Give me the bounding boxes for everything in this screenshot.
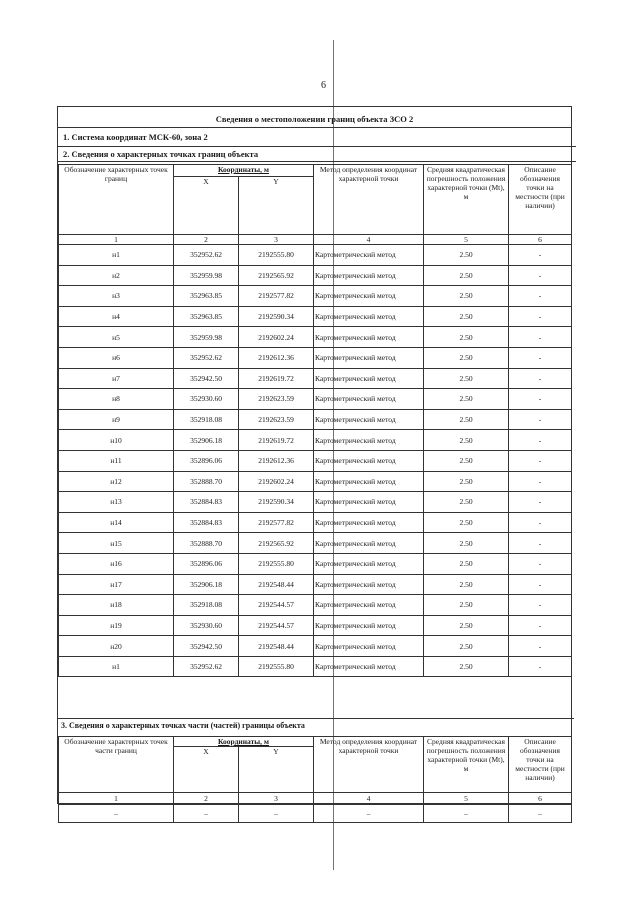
description-cell: - xyxy=(509,553,572,574)
method-cell: Картометрический метод xyxy=(314,595,424,616)
table-row xyxy=(59,430,572,451)
method-cell: Картометрический метод xyxy=(314,574,424,595)
y-cell: 2192623.59 xyxy=(239,389,314,410)
table-row xyxy=(59,368,572,389)
col-num: 2 xyxy=(174,793,239,805)
col-num: 1 xyxy=(59,235,174,245)
y-cell: 2192555.80 xyxy=(239,245,314,266)
method-cell: Картометрический метод xyxy=(314,430,424,451)
error-cell: 2.50 xyxy=(424,368,509,389)
point-cell: н3 xyxy=(59,286,174,307)
table-row xyxy=(59,245,572,266)
col-num: 4 xyxy=(314,235,424,245)
table-row xyxy=(59,636,572,657)
method-cell: Картометрический метод xyxy=(314,492,424,513)
header-method: Метод определения координат характерной точки xyxy=(314,165,424,235)
page-number: 6 xyxy=(321,80,326,91)
table-row xyxy=(59,327,572,348)
method-cell: Картометрический метод xyxy=(314,533,424,554)
error-cell: 2.50 xyxy=(424,574,509,595)
table-row xyxy=(59,389,572,410)
y-cell: 2192619.72 xyxy=(239,430,314,451)
description-cell: - xyxy=(509,245,572,266)
y-cell: 2192544.57 xyxy=(239,615,314,636)
description-cell: - xyxy=(509,347,572,368)
point-cell: н14 xyxy=(59,512,174,533)
table-row xyxy=(59,595,572,616)
point-cell: н2 xyxy=(59,265,174,286)
point-cell: н13 xyxy=(59,492,174,513)
col-num: 6 xyxy=(509,793,572,805)
y-cell: 2192623.59 xyxy=(239,409,314,430)
y-cell: 2192577.82 xyxy=(239,512,314,533)
error-cell: 2.50 xyxy=(424,306,509,327)
cell: – xyxy=(509,805,572,823)
y-cell: 2192602.24 xyxy=(239,471,314,492)
x-cell: 352906.18 xyxy=(174,430,239,451)
x-cell: 352959.98 xyxy=(174,327,239,348)
description-cell: - xyxy=(509,636,572,657)
table-row xyxy=(59,512,572,533)
header-description: Описание обозначения точки на местности (при наличии) xyxy=(509,737,572,793)
y-cell: 2192544.57 xyxy=(239,595,314,616)
description-cell: - xyxy=(509,306,572,327)
description-cell: - xyxy=(509,265,572,286)
x-cell: 352884.83 xyxy=(174,492,239,513)
x-cell: 352952.62 xyxy=(174,656,239,677)
col-num: 2 xyxy=(174,235,239,245)
point-cell: н7 xyxy=(59,368,174,389)
method-cell: Картометрический метод xyxy=(314,327,424,348)
y-cell: 2192590.34 xyxy=(239,492,314,513)
table-row xyxy=(59,553,572,574)
table-row xyxy=(59,286,572,307)
y-cell: 2192612.36 xyxy=(239,347,314,368)
table-row xyxy=(59,656,572,677)
error-cell: 2.50 xyxy=(424,347,509,368)
cell: – xyxy=(59,805,174,823)
document-frame xyxy=(57,106,572,818)
y-cell: 2192577.82 xyxy=(239,286,314,307)
point-cell: н20 xyxy=(59,636,174,657)
error-cell: 2.50 xyxy=(424,450,509,471)
error-cell: 2.50 xyxy=(424,595,509,616)
method-cell: Картометрический метод xyxy=(314,245,424,266)
y-cell: 2192619.72 xyxy=(239,368,314,389)
error-cell: 2.50 xyxy=(424,389,509,410)
y-cell: 2192548.44 xyxy=(239,636,314,657)
table-row xyxy=(59,450,572,471)
part-points-table xyxy=(58,736,572,823)
header-x: X xyxy=(174,747,239,793)
col-num: 3 xyxy=(239,793,314,805)
x-cell: 352963.85 xyxy=(174,306,239,327)
description-cell: - xyxy=(509,286,572,307)
x-cell: 352963.85 xyxy=(174,286,239,307)
header-method: Метод определения координат характерной точки xyxy=(314,737,424,793)
cell: – xyxy=(314,805,424,823)
table-row xyxy=(59,306,572,327)
y-cell: 2192602.24 xyxy=(239,327,314,348)
error-cell: 2.50 xyxy=(424,471,509,492)
table-row xyxy=(59,347,572,368)
coordinate-system: 1. Система координат МСК-60, зона 2 xyxy=(58,128,576,147)
table-row xyxy=(59,492,572,513)
cell: – xyxy=(174,805,239,823)
point-cell: н16 xyxy=(59,553,174,574)
point-cell: н4 xyxy=(59,306,174,327)
error-cell: 2.50 xyxy=(424,636,509,657)
description-cell: - xyxy=(509,389,572,410)
cell: – xyxy=(424,805,509,823)
col-num: 6 xyxy=(509,235,572,245)
description-cell: - xyxy=(509,450,572,471)
description-cell: - xyxy=(509,574,572,595)
table-row xyxy=(59,805,572,823)
method-cell: Картометрический метод xyxy=(314,553,424,574)
method-cell: Картометрический метод xyxy=(314,615,424,636)
section3-title: 3. Сведения о характерных точках части (частей) границы объекта xyxy=(58,718,574,739)
error-cell: 2.50 xyxy=(424,327,509,348)
point-cell: н8 xyxy=(59,389,174,410)
point-cell: н1 xyxy=(59,656,174,677)
header-point: Обозначение характерных точек границ xyxy=(59,165,174,235)
col-num: 5 xyxy=(424,235,509,245)
column-number-row xyxy=(59,235,572,245)
table-row xyxy=(59,471,572,492)
point-cell: н15 xyxy=(59,533,174,554)
method-cell: Картометрический метод xyxy=(314,389,424,410)
method-cell: Картометрический метод xyxy=(314,306,424,327)
x-cell: 352952.62 xyxy=(174,245,239,266)
header-y: Y xyxy=(239,747,314,793)
description-cell: - xyxy=(509,430,572,451)
table-row xyxy=(59,574,572,595)
description-cell: - xyxy=(509,492,572,513)
point-cell: н6 xyxy=(59,347,174,368)
table-row xyxy=(59,533,572,554)
description-cell: - xyxy=(509,656,572,677)
point-cell: н17 xyxy=(59,574,174,595)
description-cell: - xyxy=(509,409,572,430)
method-cell: Картометрический метод xyxy=(314,368,424,389)
header-coords: Координаты, м xyxy=(174,165,314,177)
y-cell: 2192555.80 xyxy=(239,553,314,574)
error-cell: 2.50 xyxy=(424,553,509,574)
y-cell: 2192590.34 xyxy=(239,306,314,327)
error-cell: 2.50 xyxy=(424,245,509,266)
header-y: Y xyxy=(239,177,314,235)
y-cell: 2192555.80 xyxy=(239,656,314,677)
method-cell: Картометрический метод xyxy=(314,471,424,492)
col-num: 4 xyxy=(314,793,424,805)
points-table xyxy=(58,164,572,677)
method-cell: Картометрический метод xyxy=(314,450,424,471)
description-cell: - xyxy=(509,471,572,492)
header-error: Средняя квадратическая погрешность положения характерной точки (Mt), м xyxy=(424,737,509,793)
description-cell: - xyxy=(509,368,572,389)
x-cell: 352930.60 xyxy=(174,389,239,410)
point-cell: н19 xyxy=(59,615,174,636)
error-cell: 2.50 xyxy=(424,409,509,430)
error-cell: 2.50 xyxy=(424,492,509,513)
x-cell: 352896.06 xyxy=(174,553,239,574)
header-point: Обозначение характерных точек части границ xyxy=(59,737,174,793)
description-cell: - xyxy=(509,512,572,533)
x-cell: 352959.98 xyxy=(174,265,239,286)
col-num: 5 xyxy=(424,793,509,805)
table-row xyxy=(59,409,572,430)
point-cell: н12 xyxy=(59,471,174,492)
col-num: 3 xyxy=(239,235,314,245)
description-cell: - xyxy=(509,327,572,348)
error-cell: 2.50 xyxy=(424,265,509,286)
header-coords: Координаты, м xyxy=(174,737,314,747)
header-x: X xyxy=(174,177,239,235)
y-cell: 2192548.44 xyxy=(239,574,314,595)
error-cell: 2.50 xyxy=(424,430,509,451)
x-cell: 352918.08 xyxy=(174,595,239,616)
y-cell: 2192612.36 xyxy=(239,450,314,471)
table-row xyxy=(59,265,572,286)
method-cell: Картометрический метод xyxy=(314,512,424,533)
method-cell: Картометрический метод xyxy=(314,265,424,286)
x-cell: 352930.60 xyxy=(174,615,239,636)
method-cell: Картометрический метод xyxy=(314,347,424,368)
error-cell: 2.50 xyxy=(424,533,509,554)
header-description: Описание обозначения точки на местности (при наличии) xyxy=(509,165,572,235)
column-number-row xyxy=(59,793,572,805)
header-error: Средняя квадратическая погрешность положения характерной точки (Mt), м xyxy=(424,165,509,235)
point-cell: н5 xyxy=(59,327,174,348)
method-cell: Картометрический метод xyxy=(314,656,424,677)
point-cell: н11 xyxy=(59,450,174,471)
x-cell: 352896.06 xyxy=(174,450,239,471)
error-cell: 2.50 xyxy=(424,615,509,636)
x-cell: 352952.62 xyxy=(174,347,239,368)
x-cell: 352942.50 xyxy=(174,636,239,657)
x-cell: 352918.08 xyxy=(174,409,239,430)
x-cell: 352906.18 xyxy=(174,574,239,595)
table-row xyxy=(59,615,572,636)
x-cell: 352888.70 xyxy=(174,471,239,492)
description-cell: - xyxy=(509,533,572,554)
cell: – xyxy=(239,805,314,823)
y-cell: 2192565.92 xyxy=(239,265,314,286)
error-cell: 2.50 xyxy=(424,656,509,677)
x-cell: 352884.83 xyxy=(174,512,239,533)
error-cell: 2.50 xyxy=(424,512,509,533)
description-cell: - xyxy=(509,615,572,636)
x-cell: 352942.50 xyxy=(174,368,239,389)
method-cell: Картометрический метод xyxy=(314,636,424,657)
description-cell: - xyxy=(509,595,572,616)
point-cell: н9 xyxy=(59,409,174,430)
point-cell: н1 xyxy=(59,245,174,266)
y-cell: 2192565.92 xyxy=(239,533,314,554)
method-cell: Картометрический метод xyxy=(314,286,424,307)
error-cell: 2.50 xyxy=(424,286,509,307)
document-title: Сведения о местоположении границ объекта ЗСО 2 xyxy=(58,111,571,128)
point-cell: н10 xyxy=(59,430,174,451)
method-cell: Картометрический метод xyxy=(314,409,424,430)
x-cell: 352888.70 xyxy=(174,533,239,554)
col-num: 1 xyxy=(59,793,174,805)
section2-title: 2. Сведения о характерных точках границ объекта xyxy=(58,147,576,162)
point-cell: н18 xyxy=(59,595,174,616)
